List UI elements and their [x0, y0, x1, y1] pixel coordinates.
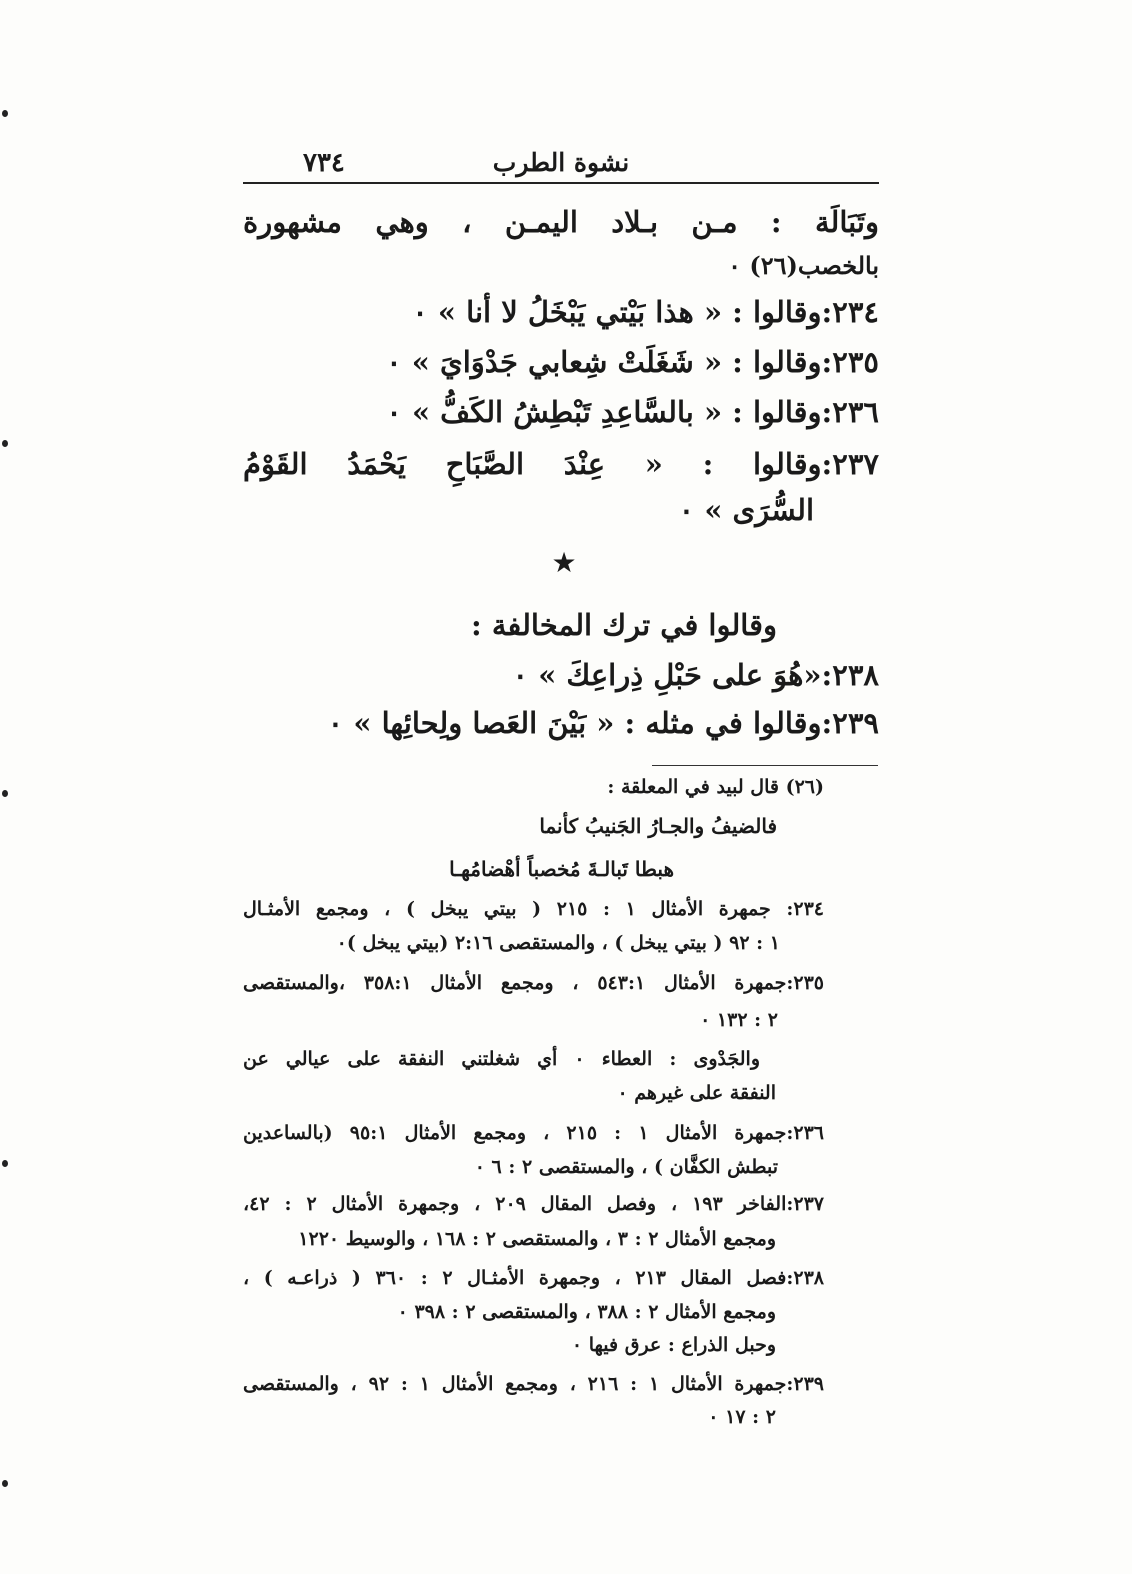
footnote-238-continued: ومجمع الأمثال ٢ : ٣٨٨ ، والمستقصى ٢ : ٣٩٨ ٠: [397, 1301, 776, 1323]
footnote-238-gloss: وحبل الذراع : عرق فيها ٠: [571, 1334, 776, 1356]
proverb-237: ٢٣٧:وقالوا : « عِنْدَ الصَّبَاحِ يَحْمَدُ القَوْمُ: [243, 447, 879, 481]
scan-mark: [2, 1480, 8, 1487]
page-header: [243, 148, 879, 184]
proverb-234: ٢٣٤:وقالوا : « هذا بَيْتي يَبْخَلُ لا أنا » ٠: [412, 295, 879, 329]
paragraph-line: وتَبَالَة : مـن بـلاد اليمـن ، وهي مشهورة: [243, 205, 879, 239]
scan-mark: [2, 790, 8, 797]
proverb-239: ٢٣٩:وقالوا في مثله : « بَيْنَ العَصا ولِحائِها » ٠: [327, 706, 879, 740]
proverb-235: ٢٣٥:وقالوا : « شَغَلَتْ شِعابي جَدْوَايَ » ٠: [386, 345, 879, 379]
running-title: نشوة الطرب: [492, 148, 630, 177]
section-heading: وقالوا في ترك المخالفة :: [471, 608, 777, 642]
footnote-divider: [652, 765, 878, 766]
footnote-239: ٢٣٩:جمهرة الأمثال ١ : ٢١٦ ، ومجمع الأمثال ١ : ٩٢ ، والمستقصى: [243, 1373, 824, 1395]
footnote-236-continued: تبطش الكفَّان ) ، والمستقصى ٢ : ٦ ٠: [474, 1156, 778, 1178]
proverb-238: ٢٣٨:«هُوَ على حَبْلِ ذِراعِكَ » ٠: [512, 658, 879, 692]
footnote-234-continued: ١ : ٩٢ ( بيتي يبخل ) ، والمستقصى ٢:١٦ (بيتي يبخل )٠: [336, 932, 780, 954]
page-number: ٧٣٤: [303, 148, 345, 178]
scan-mark: [2, 440, 8, 447]
footnote-237-continued: ومجمع الأمثال ٢ : ٣ ، والمستقصى ٢ : ١٦٨ ، والوسيط ١٢٢٠: [298, 1228, 776, 1250]
footnote-238: ٢٣٨:فصل المقال ٢١٣ ، وجمهرة الأمثـال ٢ : ٣٦٠ ( ذراعـه ) ،: [243, 1267, 824, 1289]
scan-mark: [2, 110, 8, 117]
section-divider-star: ★: [551, 546, 577, 579]
footnote-236: ٢٣٦:جمهرة الأمثال ١ : ٢١٥ ، ومجمع الأمثال ٩٥:١ (بالساعدين: [243, 1122, 824, 1144]
scan-mark: [2, 1160, 8, 1167]
paragraph-line: بالخصب(٢٦) ٠: [728, 251, 879, 280]
footnote-verse: هبطا تَبالـةَ مُخصباً أهْضامُهـا: [449, 857, 674, 881]
footnote-235-gloss-continued: النفقة على غيرهم ٠: [617, 1082, 776, 1104]
footnote-235-continued: ٢ : ١٣٢ ٠: [700, 1009, 778, 1031]
proverb-237-continued: السُّرَى » ٠: [678, 493, 814, 527]
footnote-239-continued: ٢ : ١٧ ٠: [708, 1406, 776, 1428]
footnote-235-gloss: والجَدْوى : العطاء ٠ أي شغلتني النفقة على عيالي عن: [243, 1048, 760, 1070]
footnote-verse: فالضيفُ والجـارُ الجَنيبُ كأنما: [539, 814, 777, 838]
footnote-234: ٢٣٤: جمهرة الأمثال ١ : ٢١٥ ( بيتي يبخل ) ، ومجمع الأمثـال: [243, 898, 824, 920]
footnote-237: ٢٣٧:الفاخر ١٩٣ ، وفصل المقال ٢٠٩ ، وجمهرة الأمثال ٢ : ٤٢،: [243, 1193, 824, 1215]
footnote-235: ٢٣٥:جمهرة الأمثال ٥٤٣:١ ، ومجمع الأمثال ٣٥٨:١ ،والمستقصى: [243, 972, 824, 994]
footnote-26: (٢٦) قال لبيد في المعلقة :: [607, 776, 824, 798]
proverb-236: ٢٣٦:وقالوا : « بالسَّاعِدِ تَبْطِشُ الكَفُّ » ٠: [386, 395, 879, 429]
